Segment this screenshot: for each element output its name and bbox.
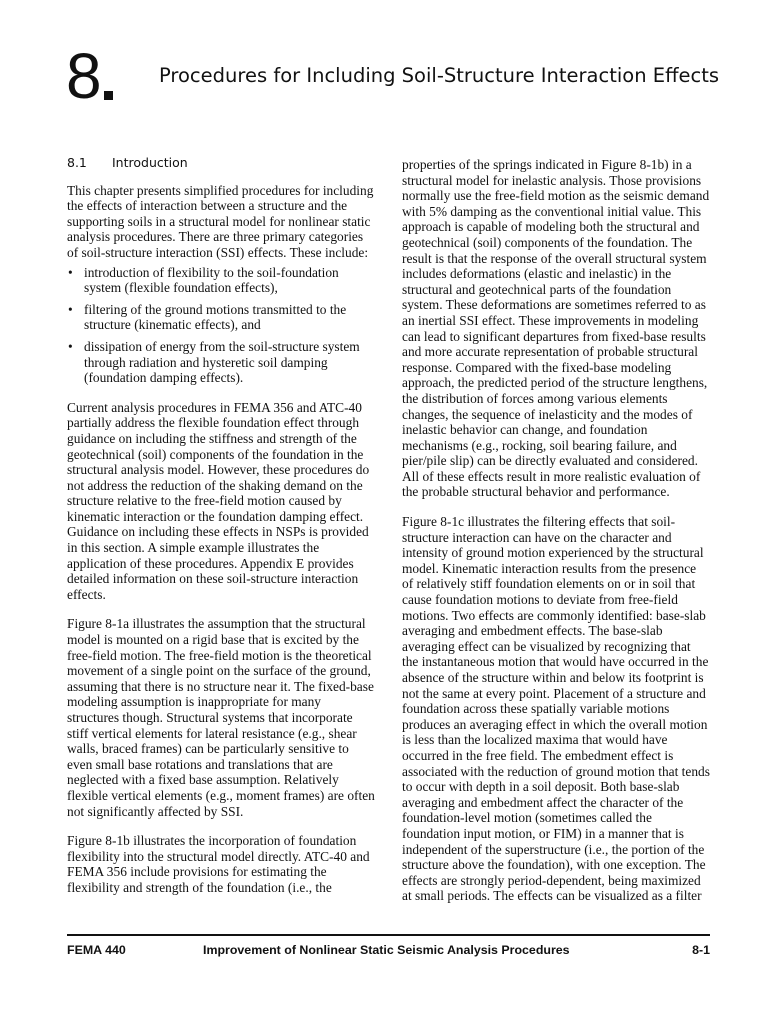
section-number: 8.1 — [67, 155, 87, 170]
body-paragraph: Figure 8-1a illustrates the assumption that the structural model is mounted on a rigid base that is excited by the free-field motion. The free-field motion is the theoretical movement of a single point on the surface of the ground, assuming that there is no structure near it. The fixed-base modeling assumption is inappropriate for many structures though. Structural systems that incorporate stiff vertical elements for lateral resistance (e.g., shear walls, braced frames) can be particularly sensitive to even small base rotations and translations that are neglected with a fixed base assumption. Relatively flexible vertical elements (e.g., moment frames) are often not significantly affected by SSI. — [67, 616, 375, 819]
body-paragraph: properties of the springs indicated in Figure 8-1b) in a structural model for inelastic analysis. Those provisions normally use the free-field motion as the seismic demand with 5% damping as the conventional initial value. This approach is capable of modeling both the structural and geotechnical (soil) components of the foundation. The result is that the response of the overall structural system includes deformations (elastic and inelastic) in the structural and geotechnical parts of the foundation system. These deformations are sometimes referred to as an inertial SSI effect. These improvements in modeling can lead to significant departures from fixed-base results and more accurate representation of probable structural response. Compared with the fixed-base modeling approach, the predicted period of the structure lengthens, the distribution of forces among various elements changes, the sequence of inelasticity and the modes of inelastic behavior can change, and foundation mechanisms (e.g., rocking, soil bearing failure, and pier/pile slip) can be directly evaluated and considered. All of these effects result in more realistic evaluation of the probable structural behavior and performance. — [402, 157, 710, 500]
footer-document-title: Improvement of Nonlinear Static Seismic Analysis Procedures — [203, 943, 570, 957]
ssi-effects-list — [67, 265, 375, 386]
body-paragraph: Current analysis procedures in FEMA 356 and ATC-40 partially address the flexible foundation effect through guidance on including the stiffness and strength of the geotechnical (soil) components of the foundation in the structural analysis model. However, these procedures do not address the reduction of the shaking demand on the structure relative to the free-field motion caused by kinematic interaction or the foundation damping effect. Guidance on including these effects in NSPs is provided in this section. A simple example illustrates the application of these procedures. Appendix E provides detailed information on these soil-structure interaction effects. — [67, 399, 370, 602]
chapter-number — [66, 40, 113, 112]
left-column — [67, 155, 375, 910]
chapter-number-dot — [104, 91, 113, 100]
body-paragraph: Figure 8-1b illustrates the incorporation of foundation flexibility into the structural model directly. ATC-40 and FEMA 356 include provisions for estimating the flexibility and strength of the foundation (i.e., the — [67, 833, 370, 895]
right-column — [402, 157, 710, 918]
chapter-number-text: 8 — [66, 40, 101, 112]
footer-publication: FEMA 440 — [67, 943, 126, 957]
footer-page-number: 8-1 — [692, 943, 710, 957]
section-heading — [67, 155, 375, 171]
intro-paragraph: This chapter presents simplified procedures for including the effects of interaction between a structure and the supporting soils in a structural model for nonlinear static analysis procedures. There are three primary categories of soil-structure interaction (SSI) effects. These include: — [67, 182, 374, 260]
list-item: • filtering of the ground motions transmitted to the structure (kinematic effects), and — [67, 302, 375, 333]
body-paragraph: Figure 8-1c illustrates the filtering effects that soil-structure interaction can have on the character and intensity of ground motion experienced by the structural model. Kinematic interaction results from the presence of relatively stiff foundation elements on or in soil that cause foundation motions to deviate from free-field motions. Two effects are commonly identified: base-slab averaging and embedment effects. The base-slab averaging effect can be visualized by recognizing that the instantaneous motion that would have occurred in the absence of the structure within and below its footprint is not the same at every point. Placement of a structure and foundation across these spatially variable motions produces an averaging effect in which the overall motion is less than the localized maxima that would have occurred in the free field. The embedment effect is associated with the reduction of ground motion that tends to occur with depth in a soil deposit. Both base-slab averaging and embedment affect the character of the foundation-level motion (sometimes called the foundation input motion, or FIM) in a manner that is independent of the superstructure (i.e., the portion of the structure above the foundation), with one exception. The effects are strongly period-dependent, being maximized at small periods. The effects can be visualized as a filter — [402, 514, 710, 904]
section-title: Introduction — [112, 155, 188, 170]
list-item: • dissipation of energy from the soil-structure system through radiation and hysteretic soil damping (foundation damping effects). — [67, 339, 375, 386]
chapter-title: Procedures for Including Soil-Structure Interaction Effects — [159, 64, 720, 87]
page-footer — [67, 934, 710, 970]
list-item: • introduction of flexibility to the soil-foundation system (flexible foundation effects), — [67, 265, 375, 296]
